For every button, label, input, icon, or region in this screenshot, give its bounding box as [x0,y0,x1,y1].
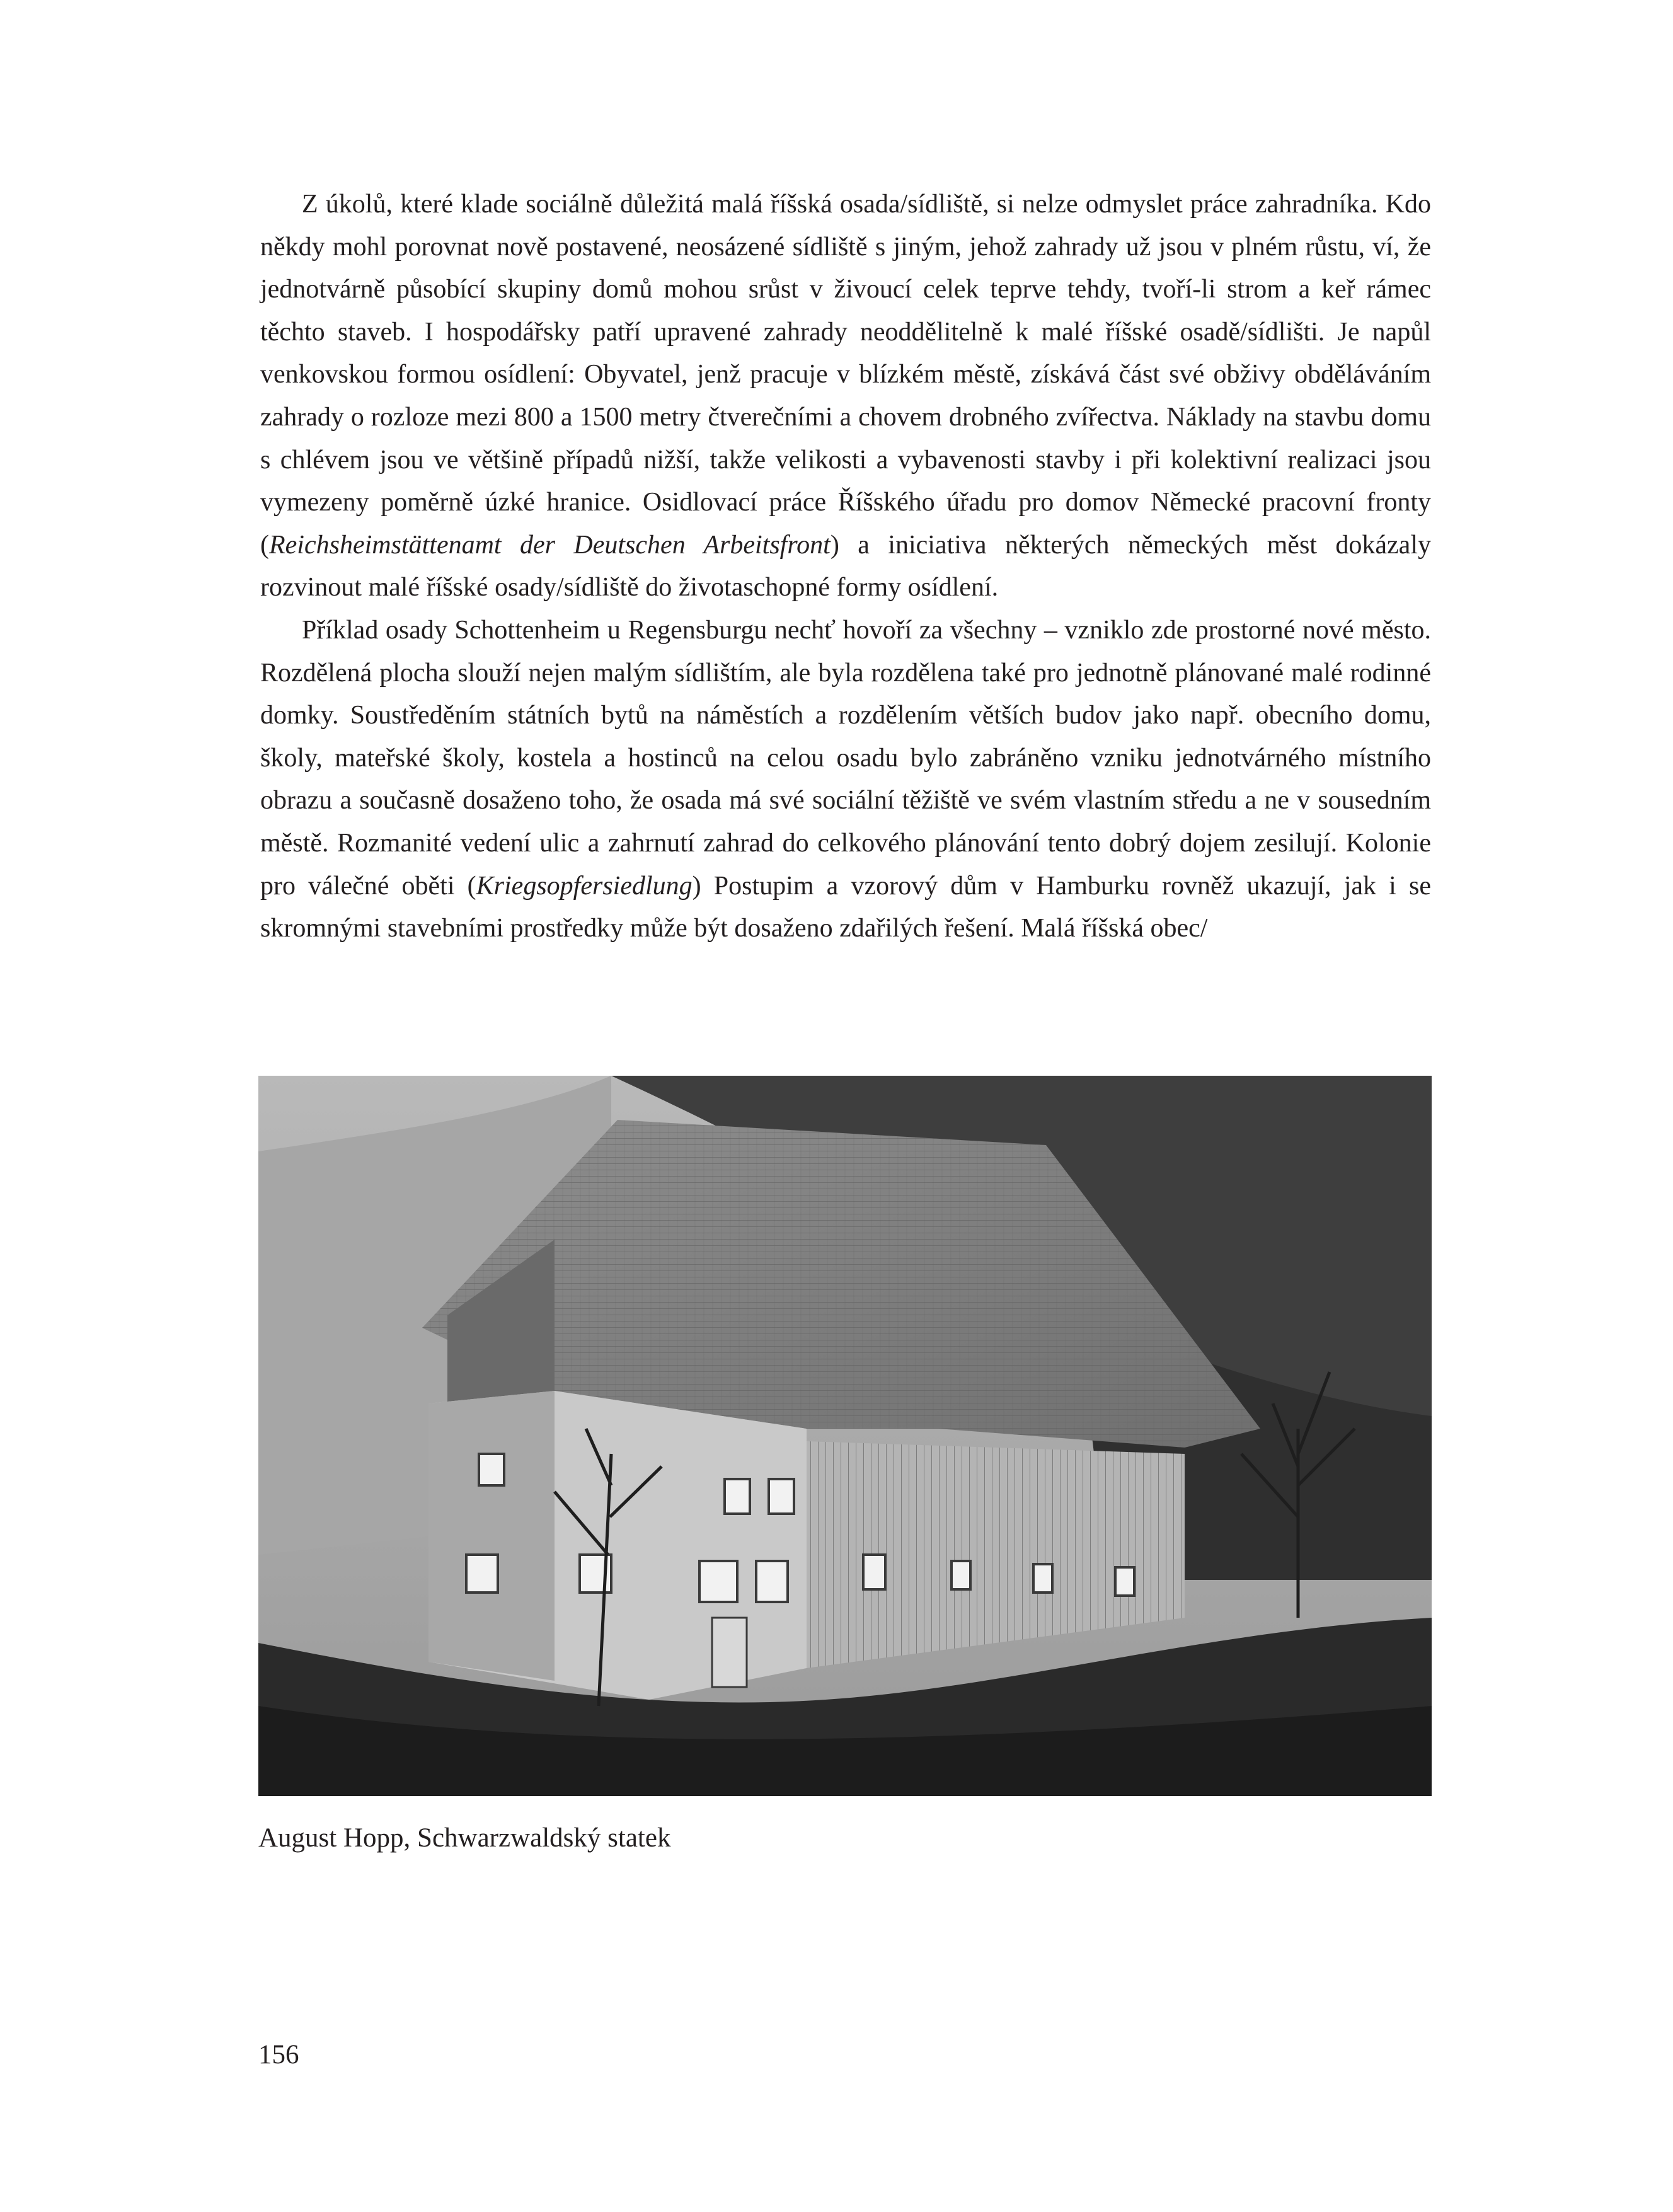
barn-door [712,1618,747,1687]
page-number: 156 [258,2040,299,2070]
paragraph-text: ) a iniciativa některých německých měst dokázaly rozvinout malé říšské osady/sídliště do životaschopné formy osídlení. [260,530,1431,602]
farmhouse-photo [258,1076,1432,1796]
italic-term: Kriegsopfersiedlung [476,871,693,901]
paragraph-text: Příklad osady Schottenheim u Regensburgu nechť hovoří za všechny – vzniklo zde prostorné nové město. Rozdělená plocha slouží nejen malým sídlištím, ale byla rozdělena také pro jednotně plánované malé rodinné domky. Soustředěním státních bytů na náměstích a rozdělením větších budov jako např. obecního domu, školy, mateřské školy, kostela a hostinců na celou osadu bylo zabráněno vzniku jednotvárného místního obrazu a současně dosaženo toho, že osada má své sociální těžiště ve svém vlastním středu a ne v sousedním městě. Rozmanité vedení ulic a zahrnutí zahrad do celkového plánování tento dobrý dojem zesilují. Kolonie pro válečné oběti ( [260,615,1431,901]
farmhouse-illustration [258,1076,1432,1796]
paragraph-text: ) Postupim a vzorový dům v Hamburku rovněž ukazují, jak i se skromnými stavebními prostředky může být dosaženo zdařilých řešení. Malá říšská obec/ [260,871,1431,943]
front-wall-shade [428,1391,555,1681]
paragraph-text: Z úkolů, které klade sociálně důležitá malá říšská osada/sídliště, si nelze odmyslet práce zahradníka. Kdo někdy mohl porovnat nově postavené, neosázené sídliště s jiným, jehož zahrady už jsou v plném růstu, ví, že jednotvárně působící skupiny domů mohou srůst v živoucí celek teprve tehdy, tvoří-li strom a keř rámec těchto staveb. I hospodářsky patří upravené zahrady neoddělitelně k malé říšské osadě/sídlišti. Je napůl venkovskou formou osídlení: Obyvatel, jenž pracuje v blízkém městě, získává část své obživy obděláváním zahrady o rozloze mezi 800 a 1500 metry čtverečními a chovem drobného zvířectva. Náklady na stavbu domu s chlévem jsou ve většině případů nižší, takže velikosti a vybavenosti stavby i při kolektivní realizaci jsou vymezeny poměrně úzké hranice. Osidlovací práce Říšského úřadu pro domov Německé pracovní fronty ( [260,190,1431,560]
body-text [260,183,1431,950]
italic-term: Reichsheimstättenamt der Deutschen Arbeitsfront [269,530,831,560]
figure-caption: August Hopp, Schwarzwaldský statek [258,1823,671,1853]
paragraph [260,609,1431,950]
paragraph [260,183,1431,609]
